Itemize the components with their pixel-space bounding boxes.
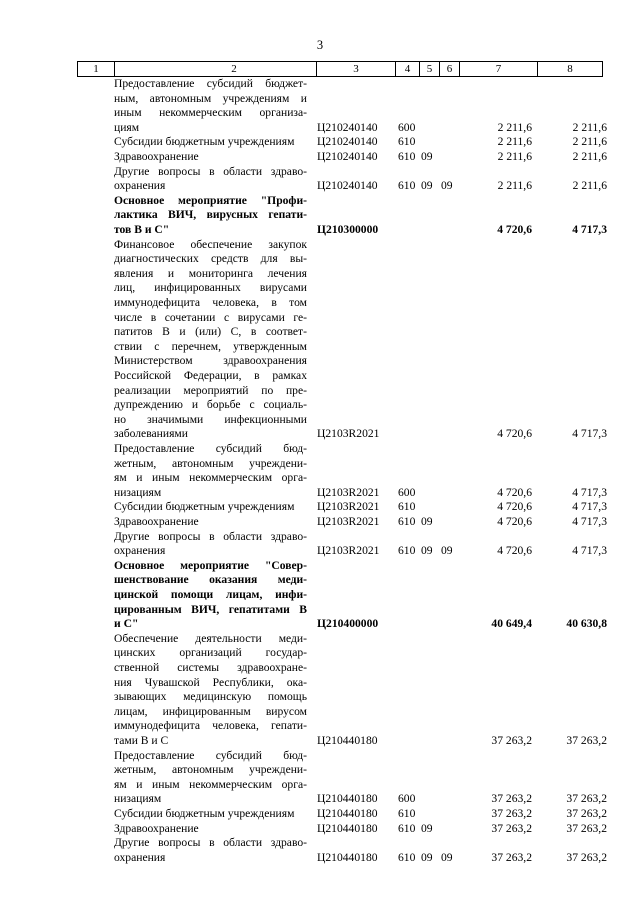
row-code: Ц2103R2021 [317, 515, 380, 528]
row-col6: 09 [441, 179, 453, 193]
row-name [114, 77, 307, 135]
row-name-line: Другие вопросы в области здраво- [114, 836, 307, 850]
row-name-line: Предоставление субсидий бюд- [114, 748, 307, 762]
row-value-2: 2 211,6 [572, 179, 607, 193]
row-code: Ц210300000 [317, 222, 379, 236]
row-name-line: Здравоохранение [114, 821, 199, 835]
row-value-2: 4 717,3 [572, 222, 607, 236]
row-code: Ц210400000 [317, 617, 379, 631]
row-name-line: Российской Федерации, в рамках [114, 368, 307, 382]
row-name-line: низациям [114, 485, 162, 499]
row-value-1: 37 263,2 [491, 792, 532, 806]
row-name [114, 238, 307, 442]
row-value-1: 4 720,6 [497, 515, 532, 528]
page-number: 3 [316, 38, 324, 52]
row-col4: 610 [398, 850, 416, 864]
row-name-line: Здравоохранение [114, 515, 199, 528]
row-value-1: 37 263,2 [491, 733, 532, 747]
row-col5: 09 [421, 544, 433, 558]
row-value-1: 2 211,6 [497, 150, 532, 163]
header-cell-2: 2 [114, 62, 353, 76]
row-code: Ц210240140 [317, 179, 378, 193]
row-name-line: иным некоммерческим организа- [114, 106, 307, 120]
row-name-line: тов В и С" [114, 222, 170, 236]
row-col4: 610 [398, 544, 416, 558]
row-col5: 09 [421, 179, 433, 193]
row-name-line: циям [114, 120, 140, 134]
header-cell-6: 6 [439, 62, 459, 76]
row-name-line: Основное мероприятие "Профи- [114, 193, 307, 207]
row-col4: 610 [398, 135, 416, 149]
row-code: Ц210240140 [317, 120, 378, 134]
row-value-1: 4 720,6 [497, 500, 532, 514]
row-value-2: 4 717,3 [572, 515, 607, 528]
row-col4: 600 [398, 792, 416, 806]
row-name [114, 150, 307, 165]
row-col5: 09 [421, 150, 433, 163]
row-name [114, 836, 307, 865]
row-code: Ц2103R2021 [317, 500, 380, 514]
row-code: Ц2103R2021 [317, 427, 380, 441]
row-name-line: Субсидии бюджетным учреждениям [114, 135, 295, 149]
row-value-2: 4 717,3 [572, 485, 607, 499]
row-name-line: заболеваниями [114, 427, 188, 441]
row-value-1: 2 211,6 [497, 120, 532, 134]
row-name [114, 807, 307, 822]
row-name [114, 442, 307, 500]
row-name-line: низациям [114, 792, 162, 806]
row-name [114, 559, 307, 632]
row-name-line: Обеспечение деятельности меди- [114, 631, 307, 645]
row-name-line: Финансовое обеспечение закупок [114, 237, 307, 251]
row-value-1: 37 263,2 [491, 850, 532, 864]
row-name-line: Министерством здравоохранения [114, 354, 307, 368]
header-cell-3: 3 [316, 62, 395, 76]
row-code: Ц210440180 [317, 821, 378, 835]
row-col4: 600 [398, 120, 416, 134]
row-name-line: лицам, инфицированным вирусом [114, 704, 307, 718]
row-name-line: и С" [114, 617, 139, 631]
row-name [114, 515, 307, 530]
row-value-2: 4 717,3 [572, 500, 607, 514]
row-value-2: 37 263,2 [566, 850, 607, 864]
row-name-line: охранения [114, 850, 166, 864]
row-code: Ц210240140 [317, 135, 378, 149]
row-name-line: ям и иным некоммерческим орга- [114, 471, 307, 485]
header-cell-5: 5 [419, 62, 439, 76]
row-name-line: но значимыми инфекционными [114, 412, 307, 426]
row-value-1: 2 211,6 [497, 135, 532, 149]
row-name-line: цированным ВИЧ, гепатитами В [114, 602, 307, 616]
row-col4: 610 [398, 500, 416, 514]
row-name-line: дупреждению и борьбе с социаль- [114, 398, 307, 412]
row-name [114, 500, 307, 515]
row-name [114, 194, 307, 238]
row-code: Ц210440180 [317, 792, 378, 806]
row-col4: 610 [398, 515, 416, 528]
row-col4: 610 [398, 821, 416, 835]
row-value-1: 4 720,6 [497, 485, 532, 499]
row-name-line: ственной системы здравоохране- [114, 660, 307, 674]
row-code: Ц2103R2021 [317, 544, 380, 558]
row-code: Ц210440180 [317, 733, 378, 747]
row-col5: 09 [421, 515, 433, 528]
row-name-line: Субсидии бюджетным учреждениям [114, 807, 295, 820]
row-name [114, 822, 307, 837]
row-value-1: 4 720,6 [497, 222, 532, 236]
row-name-line: Другие вопросы в области здраво- [114, 164, 307, 178]
header-cell-4: 4 [395, 62, 419, 76]
row-name-line: Здравоохранение [114, 150, 199, 163]
row-value-2: 40 630,8 [566, 617, 607, 631]
row-col4: 610 [398, 807, 416, 820]
row-col5: 09 [421, 850, 433, 864]
row-name-line: иммунодефицита человека, в том [114, 295, 307, 309]
row-name-line: охранения [114, 179, 166, 193]
row-value-2: 4 717,3 [572, 544, 607, 558]
row-code: Ц210440180 [317, 807, 378, 820]
row-name-line: ствии с перечнем, утвержденным [114, 339, 307, 353]
row-name-line: ния Чувашской Республики, ока- [114, 675, 307, 689]
row-name-line: Предоставление субсидий бюд- [114, 442, 307, 455]
row-name-line: числе в сочетании с вирусами ге- [114, 310, 307, 324]
row-value-1: 37 263,2 [491, 807, 532, 820]
row-name-line: лактика ВИЧ, вирусных гепати- [114, 208, 307, 222]
row-value-2: 37 263,2 [566, 821, 607, 835]
row-name-line: тами В и С [114, 733, 169, 747]
row-name-line: лиц, инфицированных вирусами [114, 281, 307, 295]
row-value-1: 37 263,2 [491, 821, 532, 835]
row-name-line: Основное мероприятие "Совер- [114, 558, 307, 572]
row-code: Ц210440180 [317, 850, 378, 864]
row-name-line: патитов В и (или) С, в соответ- [114, 325, 307, 339]
row-value-2: 2 211,6 [572, 150, 607, 163]
row-code: Ц2103R2021 [317, 485, 380, 499]
row-col6: 09 [441, 850, 453, 864]
row-name-line: Предоставление субсидий бюджет- [114, 77, 307, 90]
row-name-line: диагностических средств для вы- [114, 252, 307, 266]
row-name-line: иммунодефицита человека, гепати- [114, 719, 307, 733]
row-code: Ц210240140 [317, 150, 378, 163]
row-name [114, 165, 307, 194]
row-name-line: шенствование оказания меди- [114, 573, 307, 587]
row-name-line: Субсидии бюджетным учреждениям [114, 500, 295, 514]
row-value-2: 37 263,2 [566, 807, 607, 820]
row-value-2: 37 263,2 [566, 733, 607, 747]
row-col6: 09 [441, 544, 453, 558]
row-name-line: Другие вопросы в области здраво- [114, 529, 307, 543]
row-name-line: жетным, автономным учреждени- [114, 456, 307, 470]
header-cell-1: 1 [77, 62, 114, 76]
row-col5: 09 [421, 821, 433, 835]
row-name-line: жетным, автономным учреждени- [114, 763, 307, 777]
row-name [114, 749, 307, 807]
row-name-line: цинской помощи лицам, инфи- [114, 587, 307, 601]
row-value-2: 2 211,6 [572, 135, 607, 149]
row-name [114, 632, 307, 749]
header-cell-7: 7 [459, 62, 537, 76]
row-col4: 610 [398, 150, 416, 163]
row-name-line: охранения [114, 544, 166, 558]
row-name-line: реализации мероприятий по пре- [114, 383, 307, 397]
table-header [77, 61, 603, 77]
row-name-line: ным, автономным учреждениям и [114, 91, 307, 105]
row-value-2: 2 211,6 [572, 120, 607, 134]
row-value-1: 2 211,6 [497, 179, 532, 193]
row-name-line: цинских организаций государ- [114, 646, 307, 660]
row-name-line: зывающих медицинскую помощь [114, 690, 307, 704]
row-col4: 600 [398, 485, 416, 499]
row-value-2: 4 717,3 [572, 427, 607, 441]
row-value-1: 4 720,6 [497, 427, 532, 441]
row-name [114, 135, 307, 150]
row-value-1: 4 720,6 [497, 544, 532, 558]
row-value-2: 37 263,2 [566, 792, 607, 806]
row-name-line: явления и мониторинга лечения [114, 266, 307, 280]
header-cell-8: 8 [537, 62, 603, 76]
row-col4: 610 [398, 179, 416, 193]
row-name [114, 530, 307, 559]
row-value-1: 40 649,4 [491, 617, 532, 631]
row-name-line: ям и иным некоммерческим орга- [114, 777, 307, 791]
